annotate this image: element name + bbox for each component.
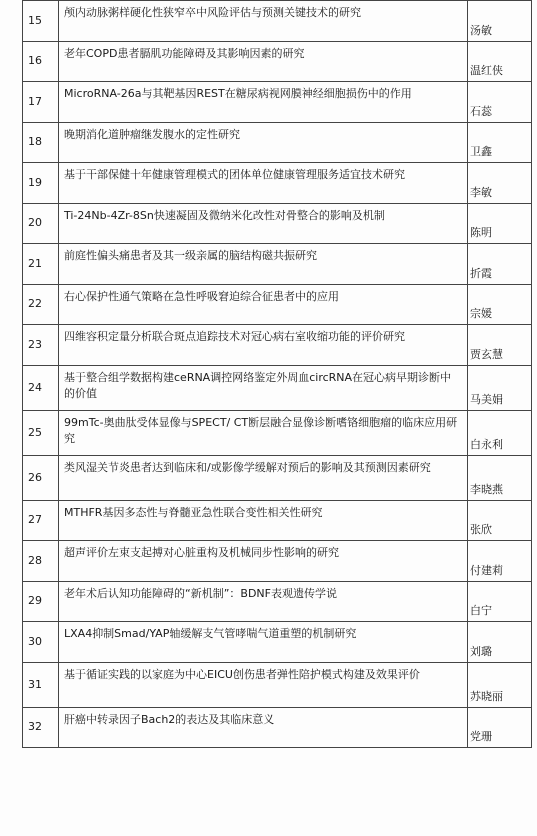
project-author: 卫鑫 [468,122,532,163]
project-author: 陈明 [468,203,532,244]
project-title: 肝癌中转录因子Bach2的表达及其临床意义 [59,707,468,748]
row-number: 26 [23,455,59,500]
project-author: 李敏 [468,163,532,204]
project-author: 石蕊 [468,82,532,123]
project-title: 基于干部保健十年健康管理模式的团体单位健康管理服务适宜技术研究 [59,163,468,204]
project-title: 老年术后认知功能障碍的“新机制”：BDNF表观遗传学说 [59,581,468,622]
project-title: 晚期消化道肿瘤继发腹水的定性研究 [59,122,468,163]
project-author: 刘璐 [468,622,532,663]
project-author: 折霞 [468,244,532,285]
row-number: 16 [23,41,59,82]
row-number: 19 [23,163,59,204]
table-row [23,82,532,123]
table-row [23,203,532,244]
project-author: 张欣 [468,500,532,541]
project-title: 老年COPD患者膈肌功能障碍及其影响因素的研究 [59,41,468,82]
project-title: 基于循证实践的以家庭为中心EICU创伤患者弹性陪护模式构建及效果评价 [59,662,468,707]
project-author: 付建莉 [468,541,532,582]
row-number: 24 [23,365,59,410]
table-row [23,410,532,455]
table-row [23,662,532,707]
table-row [23,455,532,500]
table-row [23,365,532,410]
project-title: Ti-24Nb-4Zr-8Sn快速凝固及微纳米化改性对骨整合的影响及机制 [59,203,468,244]
project-title: LXA4抑制Smad/YAP轴缓解支气管哮喘气道重塑的机制研究 [59,622,468,663]
row-number: 30 [23,622,59,663]
project-author: 宗媛 [468,284,532,325]
project-title: 右心保护性通气策略在急性呼吸窘迫综合征患者中的应用 [59,284,468,325]
table-row [23,1,532,42]
table-row [23,244,532,285]
table-row [23,500,532,541]
project-author: 苏晓丽 [468,662,532,707]
project-title: 前庭性偏头痛患者及其一级亲属的脑结构磁共振研究 [59,244,468,285]
project-author: 白永利 [468,410,532,455]
row-number: 21 [23,244,59,285]
table-row [23,541,532,582]
project-table [22,0,532,748]
project-author: 贾玄慧 [468,325,532,366]
project-author: 温红侠 [468,41,532,82]
project-title: MicroRNA-26a与其靶基因REST在糖尿病视网膜神经细胞损伤中的作用 [59,82,468,123]
project-author: 汤敏 [468,1,532,42]
row-number: 20 [23,203,59,244]
project-author: 白宁 [468,581,532,622]
project-title: MTHFR基因多态性与脊髓亚急性联合变性相关性研究 [59,500,468,541]
row-number: 23 [23,325,59,366]
project-title: 四维容积定量分析联合斑点追踪技术对冠心病右室收缩功能的评价研究 [59,325,468,366]
table-row [23,122,532,163]
table-row [23,581,532,622]
row-number: 22 [23,284,59,325]
project-title: 类风湿关节炎患者达到临床和/或影像学缓解对预后的影响及其预测因素研究 [59,455,468,500]
row-number: 31 [23,662,59,707]
project-author: 党珊 [468,707,532,748]
row-number: 15 [23,1,59,42]
table-row [23,163,532,204]
table-row [23,707,532,748]
row-number: 28 [23,541,59,582]
project-author: 马美娟 [468,365,532,410]
table-row [23,284,532,325]
table-row [23,325,532,366]
project-title: 基于整合组学数据构建ceRNA调控网络鉴定外周血circRNA在冠心病早期诊断中的价值 [59,365,468,410]
table-row [23,41,532,82]
project-title: 超声评价左束支起搏对心脏重构及机械同步性影响的研究 [59,541,468,582]
table-row [23,622,532,663]
row-number: 18 [23,122,59,163]
project-author: 李晓燕 [468,455,532,500]
project-title: 99mTc-奥曲肽受体显像与SPECT/ CT断层融合显像诊断嗜铬细胞瘤的临床应用研究 [59,410,468,455]
row-number: 29 [23,581,59,622]
row-number: 17 [23,82,59,123]
row-number: 27 [23,500,59,541]
row-number: 32 [23,707,59,748]
row-number: 25 [23,410,59,455]
project-title: 颅内动脉粥样硬化性狭窄卒中风险评估与预测关键技术的研究 [59,1,468,42]
